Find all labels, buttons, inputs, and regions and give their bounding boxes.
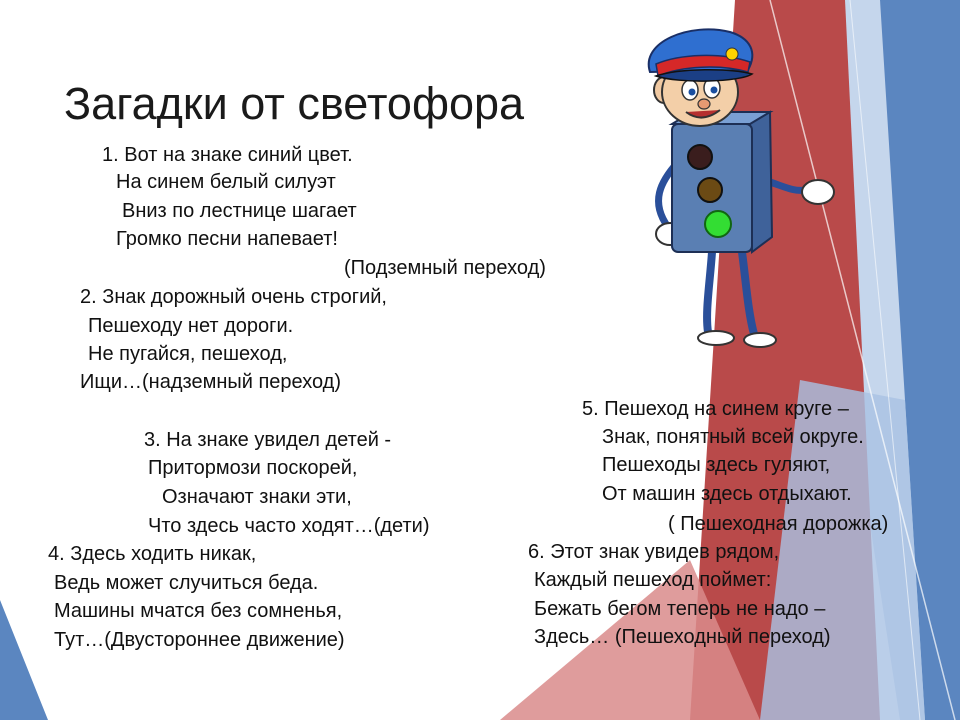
riddle-4-line-3: Машины мчатся без сомненья, — [54, 600, 343, 622]
mascot-cap-badge — [726, 48, 738, 60]
riddle-4-line-1: 4. Здесь ходить никак, — [48, 543, 257, 565]
riddle-1-answer: (Подземный переход) — [344, 257, 546, 279]
mascot-arm-right — [770, 182, 805, 190]
blue-band-bottom-left — [0, 600, 48, 720]
mascot-glove-right — [802, 180, 834, 204]
riddle-6-line-1: 6. Этот знак увидев рядом, — [528, 541, 780, 563]
riddle-1-line-3: Вниз по лестнице шагает — [122, 200, 357, 222]
traffic-light-side — [750, 112, 772, 252]
riddle-1-line-4: Громко песни напевает! — [116, 228, 338, 250]
riddle-3-line-4: Что здесь часто ходят…(дети) — [148, 515, 430, 537]
riddle-4-line-2: Ведь может случиться беда. — [54, 572, 319, 594]
riddle-6-line-3: Бежать бегом теперь не надо – — [534, 598, 826, 620]
riddle-2-line-2: Пешеходу нет дороги. — [88, 315, 294, 337]
traffic-light-yellow-lamp — [698, 178, 722, 202]
traffic-light-mascot-illustration — [620, 12, 840, 352]
mascot-pupil-right — [711, 87, 718, 94]
mascot-pupil-left — [689, 89, 696, 96]
riddle-2-line-1: 2. Знак дорожный очень строгий, — [80, 286, 387, 308]
riddle-2-line-4: Ищи…(надземный переход) — [80, 371, 342, 393]
riddle-3-line-3: Означают знаки эти, — [162, 486, 352, 508]
riddle-5-answer: ( Пешеходная дорожка) — [668, 513, 889, 535]
mascot-leg-left — [707, 252, 712, 332]
riddle-4-line-4: Тут…(Двустороннее движение) — [54, 629, 345, 651]
riddle-3-line-2: Притормози поскорей, — [148, 457, 358, 479]
traffic-light-green-lamp — [705, 211, 731, 237]
riddle-2-line-3: Не пугайся, пешеход, — [88, 343, 288, 365]
riddle-1-line-2: На синем белый силуэт — [116, 171, 336, 193]
riddle-6-line-2: Каждый пешеход поймет: — [534, 569, 772, 591]
riddle-1-line-1: 1. Вот на знаке синий цвет. — [102, 144, 353, 166]
riddle-5-line-3: Пешеходы здесь гуляют, — [602, 454, 831, 476]
riddle-5-line-2: Знак, понятный всей округе. — [602, 426, 864, 448]
riddle-5-line-4: От машин здесь отдыхают. — [602, 483, 852, 505]
riddle-3-line-1: 3. На знаке увидел детей - — [144, 429, 392, 451]
slide-title: Загадки от светофора — [64, 78, 525, 129]
mascot-nose — [698, 99, 710, 109]
mascot-shoe-right — [744, 333, 776, 347]
riddle-6-line-4: Здесь… (Пешеходный переход) — [534, 626, 831, 648]
mascot-leg-right — [742, 252, 754, 334]
traffic-light-red-lamp — [688, 145, 712, 169]
mascot-shoe-left — [698, 331, 734, 345]
riddle-5-line-1: 5. Пешеход на синем круге – — [582, 398, 849, 420]
